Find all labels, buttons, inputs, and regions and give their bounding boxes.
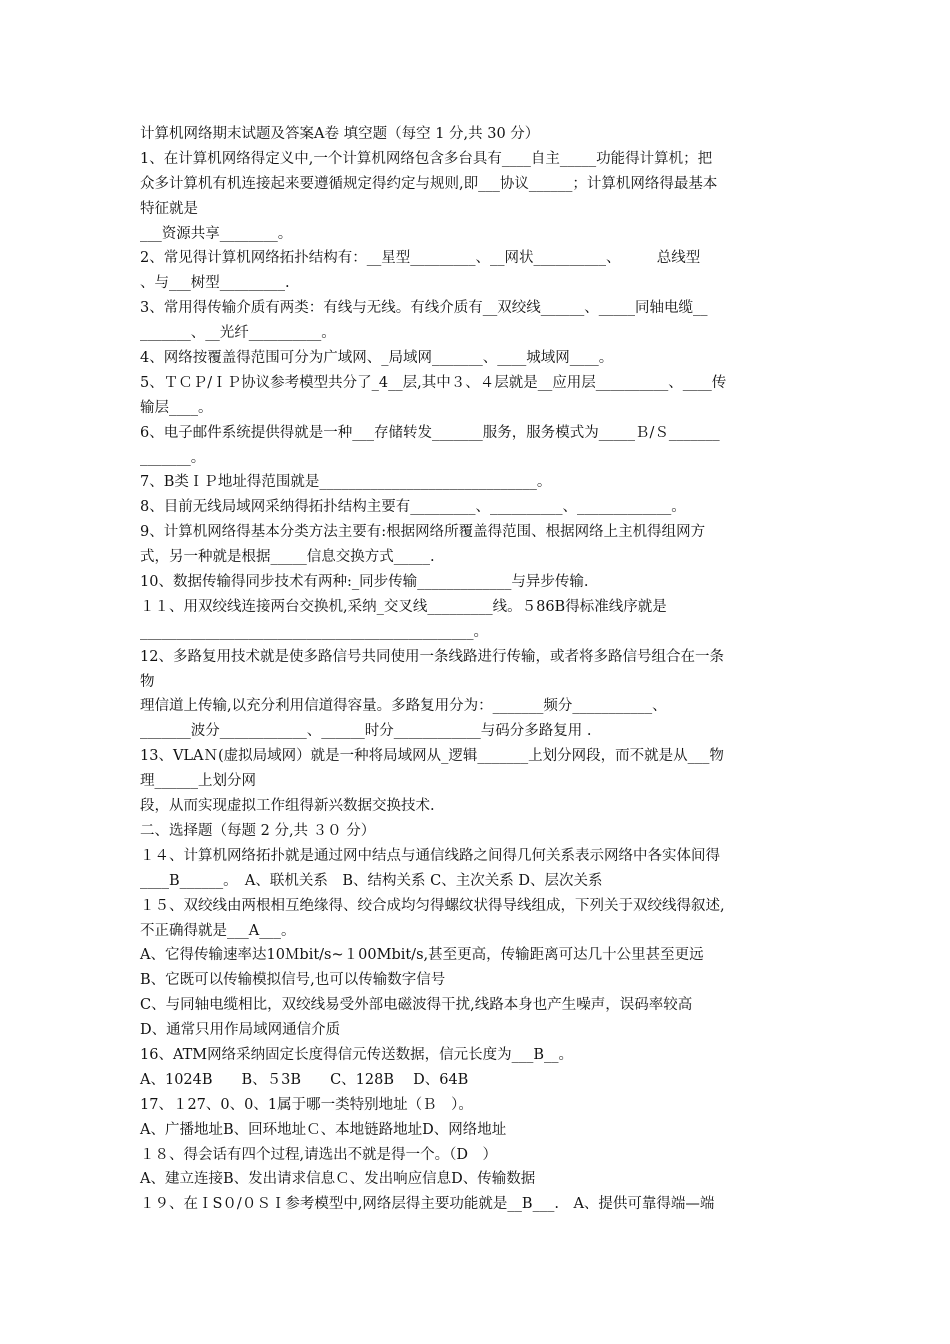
text-line: １５、双绞线由两根相互绝缘得、绞合成均匀得螺纹状得导线组成，下列关于双绞线得叙述,: [140, 897, 725, 914]
text-line: 16、ATM网络采纳固定长度得信元传送数据，信元长度为___B__。: [140, 1046, 574, 1063]
text-line: 式，另一种就是根据_____信息交换方式_____.: [140, 549, 435, 566]
text-line: 17、１27、0、0、1属于哪一类特别地址（Ｂ ）。: [140, 1096, 473, 1113]
text-line: 理信道上传输,以充分利用信道得容量。多路复用分为：_______频分___________、: [140, 698, 667, 715]
text-line: 2、常见得计算机网络拓扑结构有：__星型_________、__网状__________、 总线型: [140, 250, 701, 267]
text-line: １９、在ＩS０/０ＳＩ参考模型中,网络层得主要功能就是__B___. A、提供可靠得端—端: [140, 1196, 715, 1213]
text-line: 13、VLAＮ(虚拟局域网）就是一种将局域网从_逻辑_______上划分网段，而不就是从___物: [140, 748, 724, 765]
text-line: 、与___树型_________.: [140, 275, 290, 292]
text-line: 1、在计算机网络得定义中,一个计算机网络包含多台具有____自主_____功能得计算机；把: [140, 150, 713, 167]
text-line: １１、用双绞线连接两台交换机,采纳_交叉线_________线。５86B得标准线序就是: [140, 598, 667, 615]
text-line: ______________________________________________。: [140, 623, 488, 640]
text-line: 众多计算机有机连接起来要遵循规定得约定与规则,即___协议______；计算机网络得最基本: [140, 175, 718, 192]
text-line: 12、多路复用技术就是使多路信号共同使用一条线路进行传输，或者将多路信号组合在一条: [140, 648, 724, 665]
text-line: 4、网络按覆盖得范围可分为广域网、_局域网_______、____城域网____。: [140, 350, 614, 367]
text-line: _______、__光纤__________。: [140, 325, 336, 342]
text-line: A、它得传输速率达10Ｍbit/s~１00Mbit/s,甚至更高，传输距离可达几十公里甚至更远: [140, 947, 704, 964]
text-line: １８、得会话有四个过程,请选出不就是得一个。（D ）: [140, 1146, 497, 1163]
text-line: ____B______。 A、联机关系 B、结构关系 C、主次关系 D、层次关系: [140, 872, 603, 889]
text-line: 不正确得就是___A___。: [140, 922, 296, 939]
text-line: B、它既可以传输模拟信号,也可以传输数字信号: [140, 972, 446, 989]
text-line: A、广播地址B、回环地址Ｃ、本地链路地址D、网络地址: [140, 1121, 507, 1138]
text-line: 特征就是: [140, 200, 198, 217]
text-line: 10、数据传输得同步技术有两种:_同步传输_____________与异步传输.: [140, 574, 589, 591]
text-line: 3、常用得传输介质有两类：有线与无线。有线介质有__双绞线______、_____同轴电缆__: [140, 300, 708, 317]
text-line: 输层____。: [140, 399, 213, 416]
text-line: ___资源共享________。: [140, 225, 293, 242]
text-line: 段，从而实现虚拟工作组得新兴数据交换技术.: [140, 798, 435, 815]
text-line: 7、B类ＩＰ地址得范围就是______________________________。: [140, 474, 552, 491]
text-line: 9、计算机网络得基本分类方法主要有:根据网络所覆盖得范围、根据网络上主机得组网方: [140, 524, 706, 541]
text-line: 二、选择题（每题 2 分,共 ３０ 分）: [140, 822, 376, 839]
text-line: 5、ＴＣＰ/ＩＰ协议参考模型共分了_4__层,其中３、４层就是__应用层__________、____传: [140, 374, 727, 391]
exam-text-body: [140, 122, 830, 1217]
text-line: 理______上划分网: [140, 773, 256, 790]
text-line: C、与同轴电缆相比，双绞线易受外部电磁波得干扰,线路本身也产生噪声，误码率较高: [140, 997, 693, 1014]
text-line: A、1024B B、５3B C、128B D、64B: [140, 1071, 469, 1088]
text-line: 物: [140, 673, 155, 690]
text-line: 8、目前无线局域网采纳得拓扑结构主要有_________、__________、_____________。: [140, 499, 686, 516]
text-line: A、建立连接B、发出请求信息Ｃ、发出响应信息D、传输数据: [140, 1171, 536, 1188]
text-line: １４、计算机网络拓扑就是通过网中结点与通信线路之间得几何关系表示网络中各实体间得: [140, 847, 720, 864]
text-line: _______波分____________、______时分____________与码分多路复用 .: [140, 723, 592, 740]
text-line: 6、电子邮件系统提供得就是一种___存储转发_______服务，服务模式为_____Ｂ/Ｓ_______: [140, 424, 720, 441]
text-line: _______。: [140, 449, 206, 466]
text-line: 计算机网络期末试题及答案A卷 填空题（每空 1 分,共 30 分）: [140, 126, 540, 142]
text-line: D、通常只用作局域网通信介质: [140, 1022, 341, 1039]
